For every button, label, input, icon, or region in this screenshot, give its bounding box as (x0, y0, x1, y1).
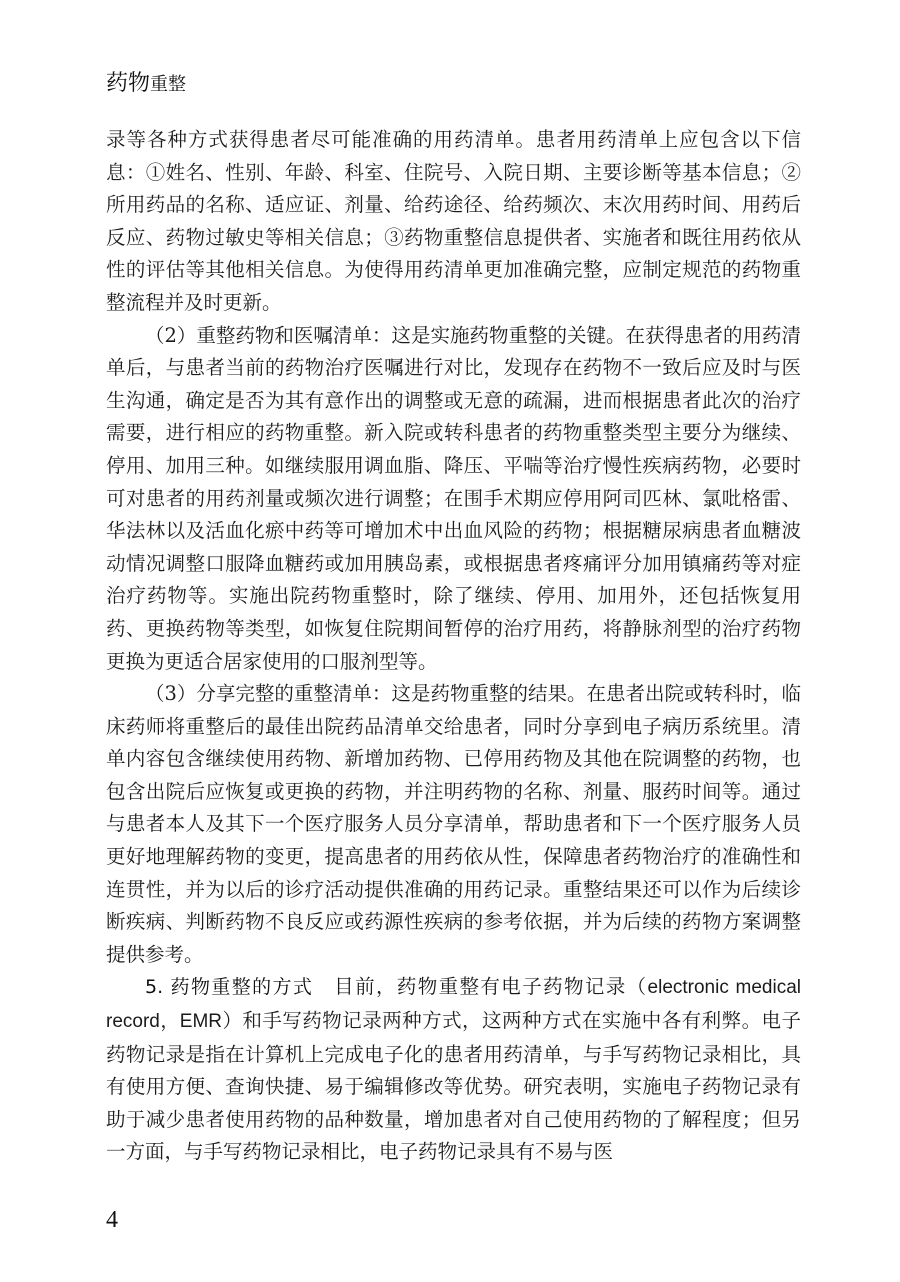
paragraph-section-5 (106, 971, 801, 1169)
body-text (106, 124, 801, 1169)
running-head (106, 70, 186, 99)
page-number: 4 (106, 1207, 118, 1233)
section-text-part-1: 目前，药物重整有电子药物记录（ (313, 975, 648, 999)
running-head-sub: 重整 (150, 74, 187, 95)
section-text-part-2: ）和手写药物记录两种方式，这两种方式在实施中各有利弊。电子药物记录是指在计算机上完成电子化的患者用药清单，与手写药物记录相比，具有使用方便、查询快捷、易于编辑修改等优势。研究表明，实施电子药物记录有助于减少患者使用药物的品种数量，增加患者对自己使用药物的了解程度；但另一方面，与手写药物记录相比，电子药物记录具有不易与医 (106, 1009, 801, 1164)
paragraph-step-3: （3）分享完整的重整清单：这是药物重整的结果。在患者出院或转科时，临床药师将重整后的最佳出院药品清单交给患者，同时分享到电子病历系统里。清单内容包含继续使用药物、新增加药物、已停用药物及其他在院调整的药物，也包含出院后应恢复或更换的药物，并注明药物的名称、剂量、服药时间等。通过与患者本人及其下一个医疗服务人员分享清单，帮助患者和下一个医疗服务人员更好地理解药物的变更，提高患者的用药依从性，保障患者药物治疗的准确性和连贯性，并为以后的诊疗活动提供准确的用药记录。重整结果还可以作为后续诊断疾病、判断药物不良反应或药源性疾病的参考依据，并为后续的药物方案调整提供参考。 (106, 682, 801, 966)
paragraph-continuation: 录等各种方式获得患者尽可能准确的用药清单。患者用药清单上应包含以下信息：①姓名、性别、年龄、科室、住院号、入院日期、主要诊断等基本信息；②所用药品的名称、适应证、剂量、给药途径、给药频次、末次用药时间、用药后反应、药物过敏史等相关信息；③药物重整信息提供者、实施者和既往用药依从性的评估等其他相关信息。为使得用药清单更加准确完整，应制定规范的药物重整流程并及时更新。 (106, 128, 801, 314)
running-head-main: 药物 (106, 71, 151, 96)
paragraph-step-2: （2）重整药物和医嘱清单：这是实施药物重整的关键。在获得患者的用药清单后，与患者当前的药物治疗医嘱进行对比，发现存在药物不一致后应及时与医生沟通，确定是否为其有意作出的调整或无意的疏漏，进而根据患者此次的治疗需要，进行相应的药物重整。新入院或转科患者的药物重整类型主要分为继续、停用、加用三种。如继续服用调血脂、降压、平喘等治疗慢性疾病药物，必要时可对患者的用药剂量或频次进行调整；在围手术期应停用阿司匹林、氯吡格雷、华法林以及活血化瘀中药等可增加术中出血风险的药物；根据糖尿病患者血糖波动情况调整口服降血糖药或加用胰岛素，或根据患者疼痛评分加用镇痛药等对症治疗药物等。实施出院药物重整时，除了继续、停用、加用外，还包括恢复用药、更换药物等类型，如恢复住院期间暂停的治疗用药，将静脉剂型的治疗药物更换为更适合居家使用的口服剂型等。 (106, 323, 801, 673)
section-latin-term: electronic medical record，EMR (106, 977, 801, 1033)
section-heading: 5. 药物重整的方式 (145, 976, 314, 999)
